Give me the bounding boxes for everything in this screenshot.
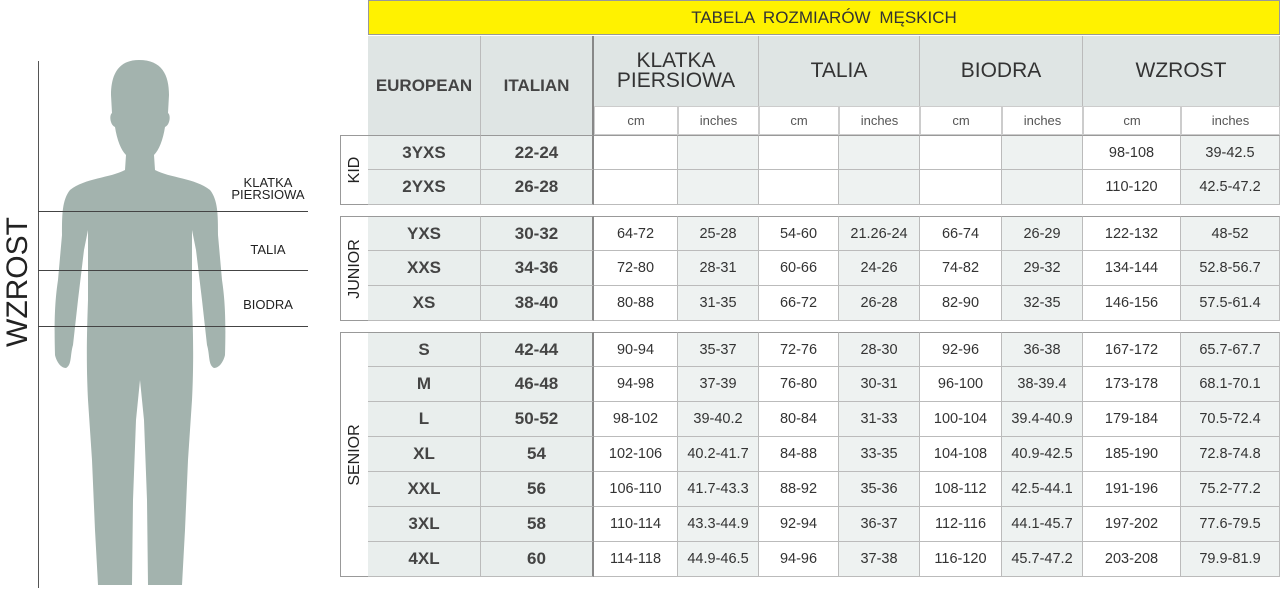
measurement-cell <box>759 135 839 170</box>
italian-size: 50-52 <box>481 402 594 437</box>
italian-size: 30-32 <box>481 216 594 251</box>
measurement-cell: 39-42.5 <box>1181 135 1280 170</box>
measurement-cell: 167-172 <box>1083 332 1181 367</box>
measurement-cell: 114-118 <box>594 542 678 577</box>
measurement-cell: 197-202 <box>1083 507 1181 542</box>
hips-label: BIODRA <box>243 297 293 312</box>
subheader-hips-cm: cm <box>920 106 1002 135</box>
group-kid <box>340 135 368 205</box>
measurement-cell: 72-76 <box>759 332 839 367</box>
measurement-cell: 24-26 <box>839 251 920 286</box>
european-size: XXS <box>368 251 481 286</box>
measurement-cell: 92-96 <box>920 332 1002 367</box>
group-senior <box>340 332 368 577</box>
measurement-cell <box>839 135 920 170</box>
measurement-cell <box>759 170 839 205</box>
italian-size: 60 <box>481 542 594 577</box>
subheader-hips-inches: inches <box>1002 106 1083 135</box>
measurement-cell: 134-144 <box>1083 251 1181 286</box>
european-size: 3YXS <box>368 135 481 170</box>
measurement-cell: 44.9-46.5 <box>678 542 759 577</box>
european-size: 4XL <box>368 542 481 577</box>
measurement-cell: 29-32 <box>1002 251 1083 286</box>
group-label: KID <box>345 156 363 184</box>
measurement-cell: 100-104 <box>920 402 1002 437</box>
header-italian: ITALIAN <box>481 36 594 135</box>
measurement-cell: 116-120 <box>920 542 1002 577</box>
measurement-cell: 57.5-61.4 <box>1181 286 1280 321</box>
header-height: WZROST <box>1083 36 1280 106</box>
italian-size: 46-48 <box>481 367 594 402</box>
group-label: SENIOR <box>345 423 363 486</box>
measurement-cell: 33-35 <box>839 437 920 472</box>
measurement-cell: 179-184 <box>1083 402 1181 437</box>
european-size: YXS <box>368 216 481 251</box>
measurement-cell: 45.7-47.2 <box>1002 542 1083 577</box>
measurement-cell: 42.5-44.1 <box>1002 472 1083 507</box>
measurement-cell: 82-90 <box>920 286 1002 321</box>
italian-size: 42-44 <box>481 332 594 367</box>
measurement-cell: 65.7-67.7 <box>1181 332 1280 367</box>
group-junior <box>340 216 368 321</box>
measurement-cell: 98-102 <box>594 402 678 437</box>
human-silhouette-icon <box>0 0 340 589</box>
measurement-cell: 66-74 <box>920 216 1002 251</box>
subheader-waist-inches: inches <box>839 106 920 135</box>
measurement-cell <box>920 170 1002 205</box>
measurement-cell: 43.3-44.9 <box>678 507 759 542</box>
height-line <box>38 61 39 588</box>
italian-size: 22-24 <box>481 135 594 170</box>
measurement-cell: 31-33 <box>839 402 920 437</box>
measurement-cell: 40.2-41.7 <box>678 437 759 472</box>
chest-label-line-2: PIERSIOWA <box>231 187 305 202</box>
measurement-cell: 26-29 <box>1002 216 1083 251</box>
measurement-cell: 36-38 <box>1002 332 1083 367</box>
european-size: M <box>368 367 481 402</box>
subheader-height-inches: inches <box>1181 106 1280 135</box>
hips-line <box>38 326 308 327</box>
measurement-cell: 104-108 <box>920 437 1002 472</box>
measurement-cell: 37-39 <box>678 367 759 402</box>
measurement-cell <box>839 170 920 205</box>
measurement-cell: 48-52 <box>1181 216 1280 251</box>
measurement-cell: 203-208 <box>1083 542 1181 577</box>
measurement-cell: 31-35 <box>678 286 759 321</box>
header-chest-line-1: KLATKA <box>636 49 716 72</box>
measurement-cell: 25-28 <box>678 216 759 251</box>
measurement-cell: 21.26-24 <box>839 216 920 251</box>
chest-label <box>213 177 323 201</box>
european-size: 3XL <box>368 507 481 542</box>
italian-size: 58 <box>481 507 594 542</box>
header-chest <box>594 36 759 106</box>
measurement-cell: 64-72 <box>594 216 678 251</box>
measurement-cell: 88-92 <box>759 472 839 507</box>
measurement-cell: 173-178 <box>1083 367 1181 402</box>
measurement-cell: 110-120 <box>1083 170 1181 205</box>
measurement-cell: 28-31 <box>678 251 759 286</box>
european-size: XL <box>368 437 481 472</box>
measurement-cell: 72.8-74.8 <box>1181 437 1280 472</box>
measurement-cell: 74-82 <box>920 251 1002 286</box>
measurement-cell: 77.6-79.5 <box>1181 507 1280 542</box>
measurement-cell: 146-156 <box>1083 286 1181 321</box>
european-size: 2YXS <box>368 170 481 205</box>
measurement-cell: 84-88 <box>759 437 839 472</box>
measurement-cell: 98-108 <box>1083 135 1181 170</box>
subheader-chest-cm: cm <box>594 106 678 135</box>
measurement-cell: 94-96 <box>759 542 839 577</box>
header-waist: TALIA <box>759 36 920 106</box>
italian-size: 34-36 <box>481 251 594 286</box>
measurement-cell: 28-30 <box>839 332 920 367</box>
measurement-cell: 72-80 <box>594 251 678 286</box>
measurement-cell: 39.4-40.9 <box>1002 402 1083 437</box>
waist-line <box>38 270 308 271</box>
waist-label: TALIA <box>250 242 286 257</box>
measurement-cell: 36-37 <box>839 507 920 542</box>
measurement-cell: 106-110 <box>594 472 678 507</box>
measurement-cell: 185-190 <box>1083 437 1181 472</box>
chest-line <box>38 211 308 212</box>
body-figure <box>0 0 340 589</box>
measurement-cell: 40.9-42.5 <box>1002 437 1083 472</box>
italian-size: 56 <box>481 472 594 507</box>
measurement-cell: 70.5-72.4 <box>1181 402 1280 437</box>
italian-size: 26-28 <box>481 170 594 205</box>
table-title: TABELA ROZMIARÓW MĘSKICH <box>368 0 1280 35</box>
european-size: L <box>368 402 481 437</box>
measurement-cell: 122-132 <box>1083 216 1181 251</box>
measurement-cell: 76-80 <box>759 367 839 402</box>
measurement-cell: 52.8-56.7 <box>1181 251 1280 286</box>
measurement-cell <box>594 135 678 170</box>
measurement-cell: 110-114 <box>594 507 678 542</box>
measurement-cell: 54-60 <box>759 216 839 251</box>
measurement-cell: 42.5-47.2 <box>1181 170 1280 205</box>
measurement-cell: 39-40.2 <box>678 402 759 437</box>
measurement-cell: 191-196 <box>1083 472 1181 507</box>
measurement-cell: 35-37 <box>678 332 759 367</box>
measurement-cell: 37-38 <box>839 542 920 577</box>
chest-label-line-1: KLATKA <box>243 175 293 190</box>
measurement-cell: 80-84 <box>759 402 839 437</box>
measurement-cell: 66-72 <box>759 286 839 321</box>
header-european: EUROPEAN <box>368 36 481 135</box>
italian-size: 38-40 <box>481 286 594 321</box>
subheader-height-cm: cm <box>1083 106 1181 135</box>
measurement-cell <box>678 135 759 170</box>
measurement-cell: 92-94 <box>759 507 839 542</box>
subheader-waist-cm: cm <box>759 106 839 135</box>
european-size: XS <box>368 286 481 321</box>
measurement-cell: 35-36 <box>839 472 920 507</box>
measurement-cell: 80-88 <box>594 286 678 321</box>
measurement-cell: 38-39.4 <box>1002 367 1083 402</box>
measurement-cell: 41.7-43.3 <box>678 472 759 507</box>
measurement-cell: 68.1-70.1 <box>1181 367 1280 402</box>
measurement-cell: 108-112 <box>920 472 1002 507</box>
european-size: S <box>368 332 481 367</box>
height-label: WZROST <box>1 217 34 347</box>
measurement-cell <box>594 170 678 205</box>
measurement-cell: 75.2-77.2 <box>1181 472 1280 507</box>
header-hips: BIODRA <box>920 36 1083 106</box>
measurement-cell: 32-35 <box>1002 286 1083 321</box>
measurement-cell: 44.1-45.7 <box>1002 507 1083 542</box>
measurement-cell: 90-94 <box>594 332 678 367</box>
measurement-cell <box>920 135 1002 170</box>
measurement-cell <box>678 170 759 205</box>
european-size: XXL <box>368 472 481 507</box>
measurement-cell: 60-66 <box>759 251 839 286</box>
measurement-cell: 26-28 <box>839 286 920 321</box>
subheader-chest-inches: inches <box>678 106 759 135</box>
header-chest-line-2: PIERSIOWA <box>616 69 736 92</box>
italian-size: 54 <box>481 437 594 472</box>
measurement-cell: 96-100 <box>920 367 1002 402</box>
measurement-cell: 102-106 <box>594 437 678 472</box>
measurement-cell: 112-116 <box>920 507 1002 542</box>
measurement-cell <box>1002 170 1083 205</box>
group-label: JUNIOR <box>345 238 363 299</box>
measurement-cell <box>1002 135 1083 170</box>
measurement-cell: 30-31 <box>839 367 920 402</box>
measurement-cell: 79.9-81.9 <box>1181 542 1280 577</box>
measurement-cell: 94-98 <box>594 367 678 402</box>
